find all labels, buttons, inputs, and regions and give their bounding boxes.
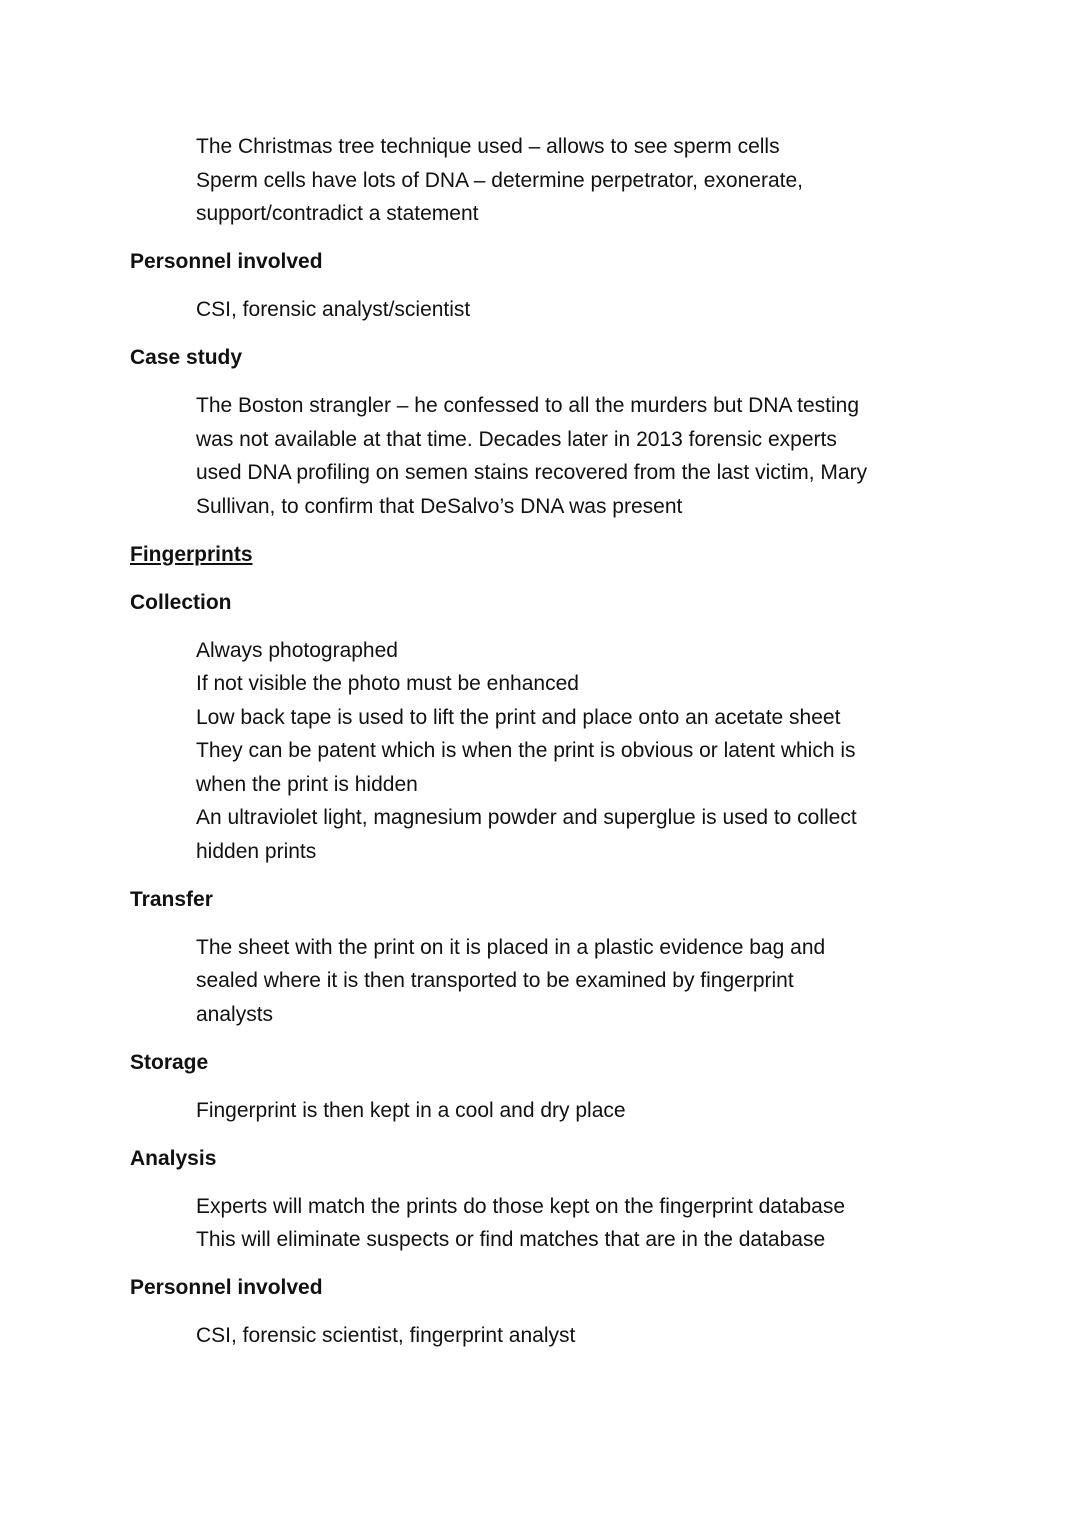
section-title: Fingerprints — [130, 542, 253, 566]
text-line: Always photographed — [196, 638, 398, 662]
text-line: The Boston strangler – he confessed to all the murders but DNA testing — [196, 394, 860, 417]
text-line: support/contradict a statement — [196, 202, 479, 225]
subheading: Personnel involved — [130, 250, 323, 273]
text-line: Experts will match the prints do those kept on the fingerprint database — [196, 1194, 846, 1218]
text-line: hidden prints — [196, 839, 317, 863]
text-line: when the print is hidden — [196, 772, 418, 796]
text-line: CSI, forensic analyst/scientist — [196, 298, 471, 321]
document-page — [0, 130, 1080, 1353]
subheading: Transfer — [130, 887, 213, 911]
body-paragraph — [0, 130, 1080, 231]
subheading: Storage — [130, 1050, 209, 1074]
text-line: Low back tape is used to lift the print and place onto an acetate sheet — [196, 705, 841, 729]
text-line: An ultraviolet light, magnesium powder and superglue is used to collect — [196, 806, 857, 829]
body-paragraph — [0, 293, 1080, 327]
text-line: Fingerprint is then kept in a cool and dry place — [196, 1098, 626, 1122]
subheading: Personnel involved — [130, 1276, 323, 1299]
text-line: Sullivan, to confirm that DeSalvo’s DNA was present — [196, 494, 683, 518]
text-line: used DNA profiling on semen stains recovered from the last victim, Mary — [196, 461, 868, 484]
text-line: Sperm cells have lots of DNA – determine perpetrator, exonerate, — [196, 168, 803, 192]
text-line: The sheet with the print on it is placed in a plastic evidence bag and — [196, 935, 826, 959]
body-paragraph — [0, 389, 1080, 523]
text-line: They can be patent which is when the print is obvious or latent which is — [196, 739, 856, 762]
subheading: Collection — [130, 590, 232, 614]
body-paragraph — [0, 931, 1080, 1032]
body-paragraph — [0, 1190, 1080, 1257]
subheading: Case study — [130, 346, 243, 369]
subheading: Analysis — [130, 1146, 217, 1170]
text-line: CSI, forensic scientist, fingerprint analyst — [196, 1324, 576, 1347]
text-line: was not available at that time. Decades later in 2013 forensic experts — [196, 427, 837, 451]
text-line: If not visible the photo must be enhanced — [196, 672, 579, 695]
body-paragraph — [0, 634, 1080, 869]
text-line: This will eliminate suspects or find matches that are in the database — [196, 1228, 826, 1251]
text-line: The Christmas tree technique used – allows to see sperm cells — [196, 135, 780, 158]
body-paragraph — [0, 1319, 1080, 1353]
text-line: sealed where it is then transported to be examined by fingerprint — [196, 969, 794, 992]
text-line: analysts — [196, 1002, 274, 1026]
body-paragraph — [0, 1094, 1080, 1128]
